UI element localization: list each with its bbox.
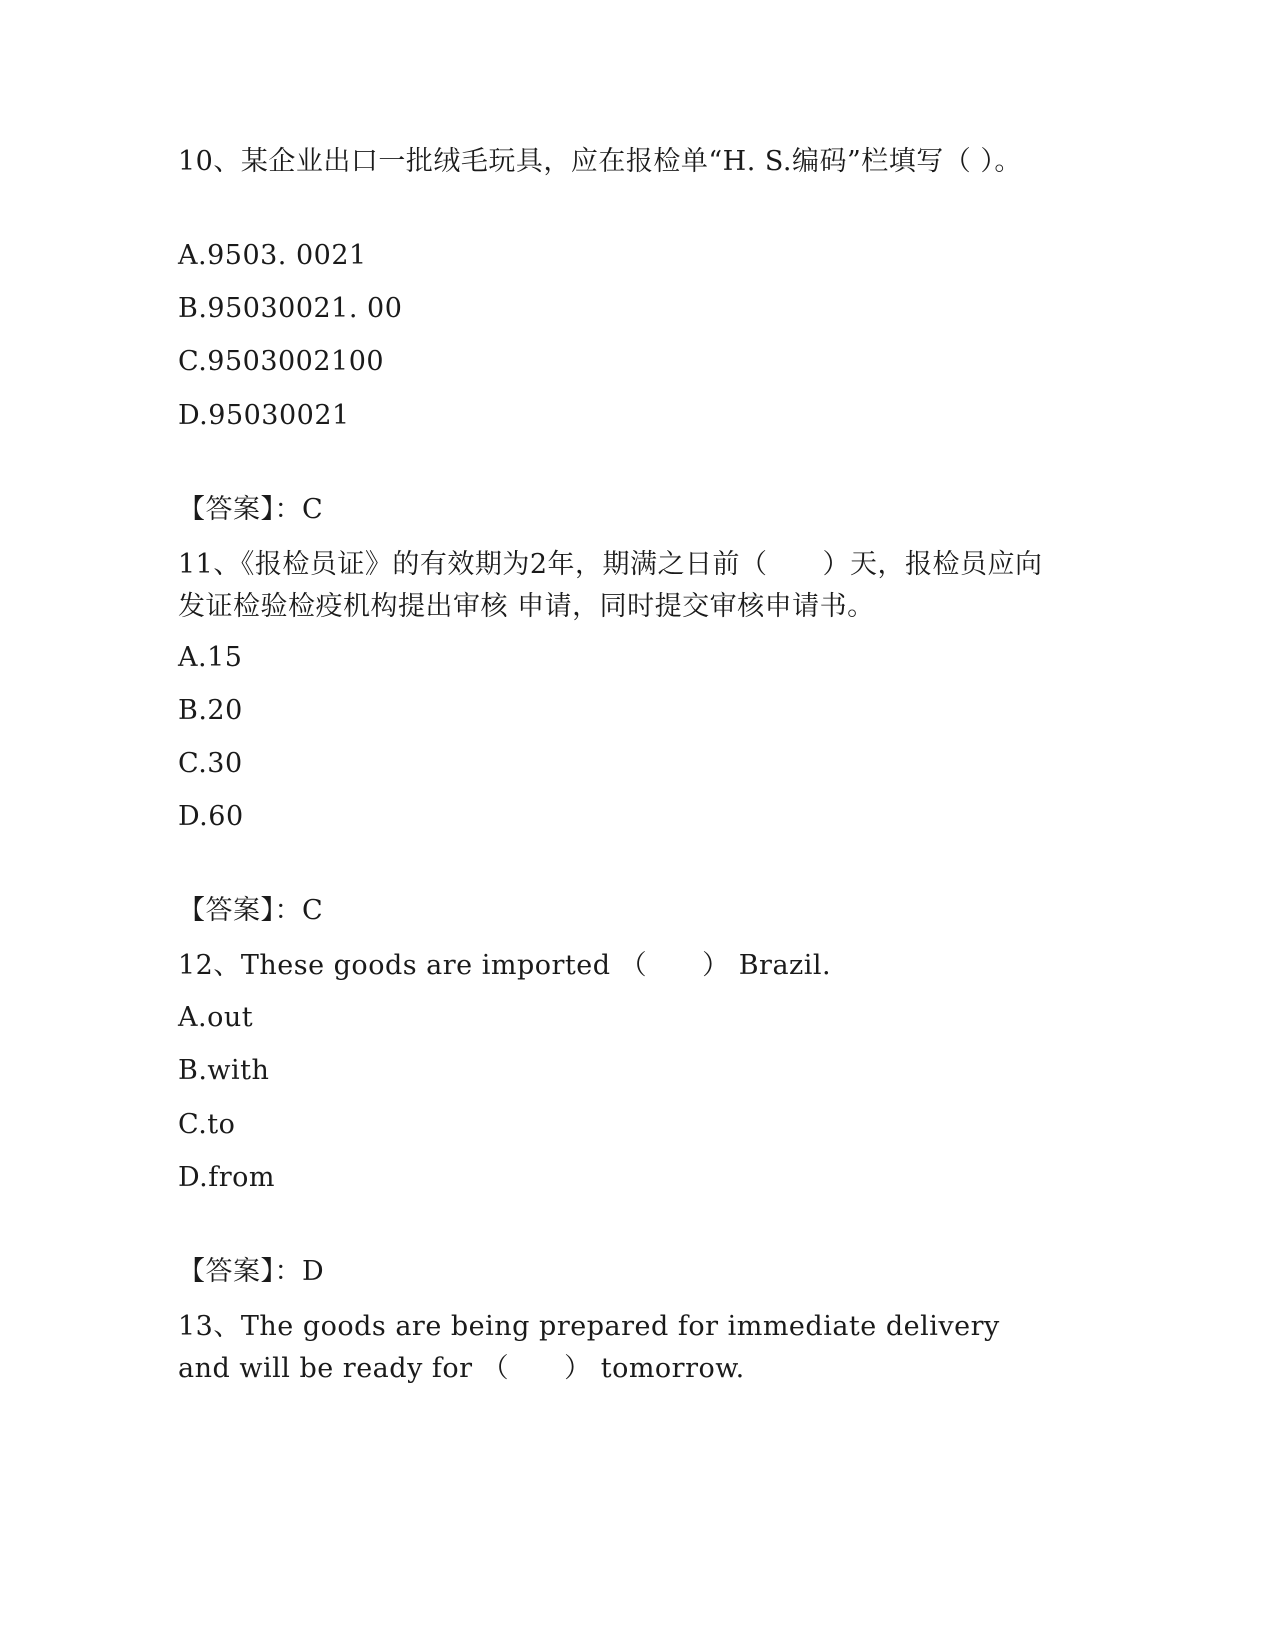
question-10-option-a: A.9503. 0021 — [178, 240, 367, 271]
question-12-option-b: B.with — [178, 1055, 270, 1086]
question-12-answer: 【答案】：D — [178, 1256, 325, 1287]
question-12-option-d: D.from — [178, 1162, 276, 1193]
question-10-option-d: D.95030021 — [178, 400, 350, 431]
question-12-option-a: A.out — [178, 1002, 254, 1033]
question-12-option-c: C.to — [178, 1109, 236, 1140]
question-13-stem: 13、The goods are being prepared for immediate delivery and will be ready for （ ） tomorrow. — [178, 1311, 1000, 1384]
question-11-option-d: D.60 — [178, 801, 244, 832]
question-10-stem: 10、某企业出口一批绒毛玩具，应在报检单“H. S.编码”栏填写（ ）。 — [178, 146, 1022, 177]
question-10-answer: 【答案】：C — [178, 494, 324, 525]
question-12-stem: 12、These goods are imported （ ） Brazil. — [178, 950, 832, 981]
question-11-stem: 11、《报检员证》的有效期为2年，期满之日前（ ）天，报检员应向发证检验检疫机构提出审核 申请，同时提交审核申请书。 — [178, 549, 1043, 622]
question-10-option-b: B.95030021. 00 — [178, 293, 403, 324]
question-10-option-c: C.9503002100 — [178, 346, 385, 377]
question-11-option-b: B.20 — [178, 695, 243, 726]
question-11-option-c: C.30 — [178, 748, 243, 779]
question-11-option-a: A.15 — [178, 642, 243, 673]
question-11-answer: 【答案】：C — [178, 895, 324, 926]
